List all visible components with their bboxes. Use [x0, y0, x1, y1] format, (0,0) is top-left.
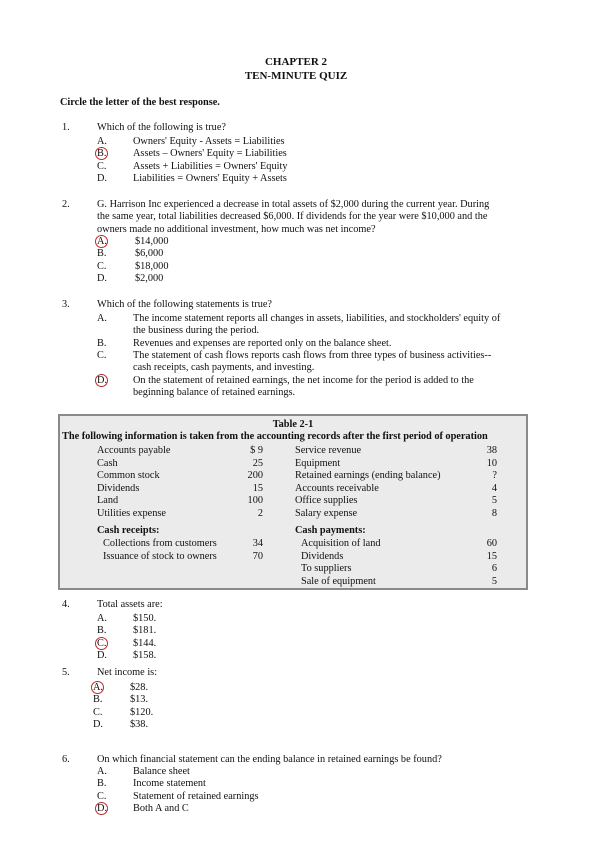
table-value: 38 — [486, 445, 497, 456]
table-label: Office supplies — [295, 495, 358, 507]
table-value: 2 — [257, 508, 263, 519]
table-label: Dividends — [97, 482, 140, 494]
option-text: Revenues and expenses are reported only on the balance sheet. — [133, 337, 392, 349]
question-text: Net income is: — [97, 667, 158, 678]
option-letter[interactable]: C. — [97, 790, 107, 802]
option-text: $181. — [133, 625, 157, 637]
table-label: Equipment — [295, 457, 341, 469]
option-text: $14,000 — [135, 236, 169, 247]
option-text: $158. — [133, 649, 157, 661]
table-label: Collections from customers — [103, 538, 217, 549]
answer-circle-mark — [95, 637, 108, 650]
option-text: Liabilities = Owners' Equity + Assets — [133, 172, 287, 184]
option-letter[interactable]: D. — [97, 272, 108, 284]
table-value: 100 — [247, 495, 263, 507]
table-label: Acquisition of land — [301, 538, 381, 549]
option-letter[interactable]: D. — [97, 172, 108, 184]
option-letter[interactable]: C. — [97, 637, 107, 649]
question-number: 1. — [62, 122, 70, 133]
table-value: 200 — [247, 470, 263, 482]
option-text: The statement of cash flows reports cash flows from three types of business activities-- — [133, 349, 492, 361]
option-text: Owners' Equity - Assets = Liabilities — [133, 136, 285, 147]
table-value: 6 — [491, 563, 497, 575]
question-number: 3. — [62, 299, 70, 310]
question-text: G. Harrison Inc experienced a decrease in total assets of $2,000 during the current year. During — [97, 199, 490, 210]
option-text: beginning balance of retained earnings. — [133, 386, 296, 398]
table-2-1 — [58, 414, 528, 590]
option-text: Assets – Owners' Equity = Liabilities — [133, 148, 287, 160]
option-text: The income statement reports all changes in assets, liabilities, and stockholders' equity of — [133, 313, 501, 324]
cash-payments-title: Cash payments: — [295, 525, 366, 536]
answer-circle-mark — [91, 681, 104, 694]
table-value: 4 — [491, 482, 497, 494]
option-letter[interactable]: B. — [97, 625, 107, 637]
option-letter[interactable]: A. — [97, 236, 108, 247]
table-value: ? — [492, 470, 497, 482]
table-value: 15 — [486, 550, 497, 562]
question-number: 6. — [62, 754, 70, 765]
table-value: 10 — [486, 457, 497, 469]
option-text: $120. — [130, 706, 154, 718]
instructions: Circle the letter of the best response. — [60, 97, 220, 108]
table-value: 5 — [491, 575, 497, 587]
option-text: $150. — [133, 613, 157, 624]
table-label: Issuance of stock to owners — [103, 550, 217, 562]
answer-circle-mark — [95, 374, 108, 387]
table-label: Cash — [97, 457, 118, 469]
table-label: Common stock — [97, 470, 160, 482]
table-label: Service revenue — [295, 445, 362, 456]
table-value: 15 — [252, 482, 263, 494]
question-text: Total assets are: — [97, 599, 163, 610]
option-letter[interactable]: B. — [97, 148, 107, 160]
table-label: Dividends — [301, 550, 344, 562]
option-letter[interactable]: A. — [97, 766, 108, 777]
option-text: Assets + Liabilities = Owners' Equity — [133, 160, 288, 172]
question-text: the same year, total liabilities decreased $6,000. If dividends for the year were $10,000 and the — [97, 211, 488, 223]
option-letter[interactable]: B. — [97, 248, 107, 260]
chapter-title: CHAPTER 2 — [264, 56, 328, 68]
table-heading: The following information is taken from the accounting records after the first period of operation — [62, 431, 488, 442]
question-text: On which financial statement can the ending balance in retained earnings be found? — [97, 754, 442, 765]
option-letter[interactable]: A. — [97, 136, 108, 147]
option-letter[interactable]: A. — [97, 313, 108, 324]
option-text: $6,000 — [135, 248, 164, 260]
option-text: $144. — [133, 637, 157, 649]
table-label: Salary expense — [295, 508, 358, 519]
answer-circle-mark — [95, 235, 108, 248]
table-title: Table 2-1 — [272, 419, 314, 430]
option-letter[interactable]: A. — [93, 682, 104, 693]
table-value: 34 — [252, 538, 263, 549]
option-letter[interactable]: D. — [97, 649, 108, 661]
option-text: $18,000 — [135, 260, 169, 272]
option-text: Balance sheet — [133, 766, 190, 777]
option-text: $28. — [130, 682, 149, 693]
option-text: $2,000 — [135, 272, 164, 284]
option-letter[interactable]: C. — [97, 260, 107, 272]
option-text: Both A and C — [133, 802, 189, 814]
option-letter[interactable]: D. — [93, 718, 104, 730]
cash-receipts-title: Cash receipts: — [97, 525, 160, 536]
question-text: Which of the following is true? — [97, 122, 226, 133]
option-letter[interactable]: D. — [97, 374, 108, 386]
option-letter[interactable]: B. — [93, 694, 103, 706]
option-letter[interactable]: D. — [97, 802, 108, 814]
table-value: 70 — [252, 550, 263, 562]
table-value: 5 — [491, 495, 497, 507]
question-number: 4. — [62, 599, 70, 610]
option-text: On the statement of retained earnings, the net income for the period is added to the — [133, 374, 474, 386]
table-label: Sale of equipment — [301, 575, 376, 587]
question-text: owners made no additional investment, how much was net income? — [97, 223, 376, 235]
option-letter[interactable]: B. — [97, 337, 107, 349]
option-letter[interactable]: C. — [97, 349, 107, 361]
table-label: To suppliers — [301, 563, 352, 575]
table-label: Retained earnings (ending balance) — [295, 470, 441, 482]
option-text: Statement of retained earnings — [133, 790, 259, 802]
quiz-title: TEN-MINUTE QUIZ — [244, 70, 348, 82]
option-text: Income statement — [133, 778, 206, 790]
table-value: 8 — [491, 508, 497, 519]
option-letter[interactable]: A. — [97, 613, 108, 624]
table-value: 60 — [486, 538, 497, 549]
option-text: $38. — [130, 718, 149, 730]
table-value: $ 9 — [250, 445, 263, 456]
table-label: Land — [97, 495, 119, 507]
option-text: the business during the period. — [133, 325, 260, 337]
table-value: 25 — [252, 457, 263, 469]
question-number: 5. — [62, 667, 70, 678]
option-letter[interactable]: C. — [93, 706, 103, 718]
option-letter[interactable]: B. — [97, 778, 107, 790]
question-text: Which of the following statements is true? — [97, 299, 273, 310]
question-number: 2. — [62, 199, 70, 210]
answer-circle-mark — [95, 802, 108, 815]
table-label: Utilities expense — [97, 508, 166, 519]
option-text: $13. — [130, 694, 149, 706]
table-label: Accounts payable — [97, 445, 171, 456]
option-letter[interactable]: C. — [97, 160, 107, 172]
table-label: Accounts receivable — [295, 482, 379, 494]
option-text: cash receipts, cash payments, and investing. — [133, 362, 315, 374]
